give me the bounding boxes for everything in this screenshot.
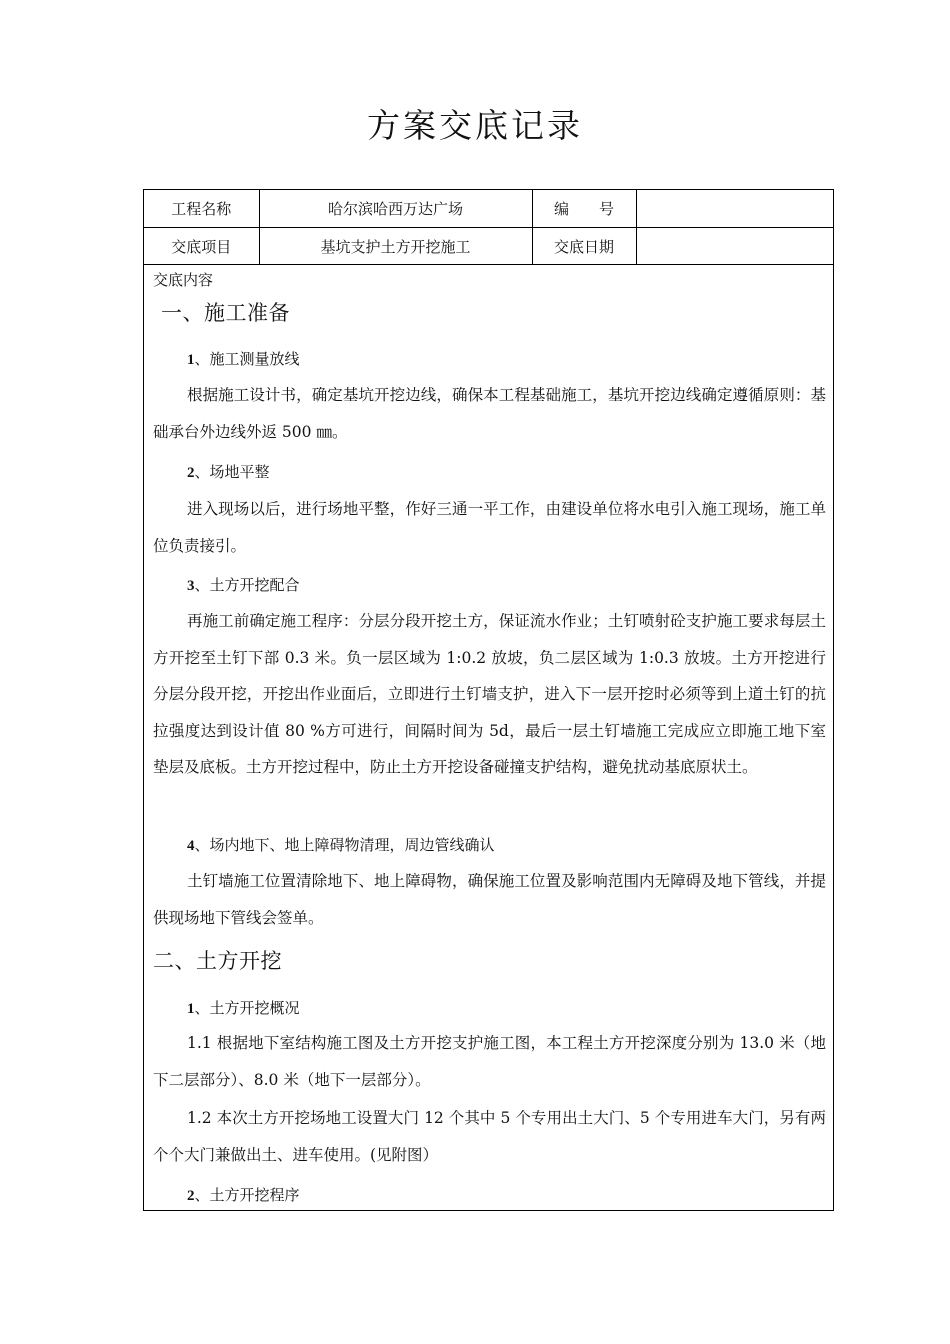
sub-title: 、土方开挖配合 bbox=[194, 576, 300, 594]
sub-title: 、场内地下、地上障碍物清理，周边管线确认 bbox=[194, 836, 495, 854]
item-label: 交底项目 bbox=[144, 228, 259, 265]
section1-para2: 进入现场以后，进行场地平整，作好三通一平工作，由建设单位将水电引入施工现场，施工单位负责接引。 bbox=[153, 500, 826, 555]
header-row-2 bbox=[144, 228, 833, 265]
header-row-1 bbox=[144, 190, 833, 228]
section1-sub1 bbox=[187, 348, 300, 369]
sub-title: 、场地平整 bbox=[194, 463, 270, 481]
number-value bbox=[636, 190, 833, 228]
date-value bbox=[636, 228, 833, 265]
section1-sub2 bbox=[187, 461, 270, 482]
header-table bbox=[144, 190, 833, 265]
item-value: 基坑支护土方开挖施工 bbox=[259, 228, 532, 265]
sub-title: 、土方开挖概况 bbox=[194, 999, 300, 1017]
project-name-value: 哈尔滨哈西万达广场 bbox=[259, 190, 532, 228]
record-form bbox=[143, 189, 834, 1211]
date-label: 交底日期 bbox=[532, 228, 636, 265]
section2-sub2 bbox=[187, 1184, 300, 1205]
section1-sub3 bbox=[187, 574, 300, 595]
section2-heading: 二、土方开挖 bbox=[153, 949, 282, 973]
sub-title: 、土方开挖程序 bbox=[194, 1186, 300, 1204]
document-title: 方案交底记录 bbox=[367, 106, 583, 145]
sub-number: 2 bbox=[187, 465, 195, 481]
content-label: 交底内容 bbox=[153, 271, 214, 289]
number-label: 编 号 bbox=[532, 190, 636, 228]
project-name-label: 工程名称 bbox=[144, 190, 259, 228]
section1-heading: 一、施工准备 bbox=[161, 301, 290, 325]
section1-para1: 根据施工设计书，确定基坑开挖边线，确保本工程基础施工，基坑开挖边线确定遵循原则：基础承台外边线外返 500 ㎜。 bbox=[153, 386, 826, 441]
section2-para1: 1.1 根据地下室结构施工图及土方开挖支护施工图，本工程土方开挖深度分别为 13.0 米（地下二层部分）、8.0 米（地下一层部分）。 bbox=[153, 1034, 826, 1089]
section1-para4: 土钉墙施工位置清除地下、地上障碍物，确保施工位置及影响范围内无障碍及地下管线，并提供现场地下管线会签单。 bbox=[153, 872, 826, 927]
sub-title: 、施工测量放线 bbox=[194, 350, 300, 368]
sub-number: 2 bbox=[187, 1188, 195, 1204]
section2-sub1 bbox=[187, 997, 300, 1018]
sub-number: 3 bbox=[187, 578, 195, 594]
sub-number: 4 bbox=[187, 838, 195, 854]
section1-sub4 bbox=[187, 834, 495, 855]
sub-number: 1 bbox=[187, 352, 195, 368]
section1-para3: 再施工前确定施工程序：分层分段开挖土方，保证流水作业；土钉喷射砼支护施工要求每层土方开挖至土钉下部 0.3 米。负一层区域为 1:0.2 放坡，负二层区域为 1:0.3 放坡。土方开挖进行分层分段开挖，开挖出作业面后，立即进行土钉墙支护，进入下一层开挖时必须等到上道土钉的抗拉强度达到设计值 80 %方可进行，间隔时间为 5d，最后一层土钉墙施工完成应立即施工地下室垫层及底板。土方开挖过程中，防止土方开挖设备碰撞支护结构，避免扰动基底原状土。 bbox=[153, 612, 826, 776]
section2-para2: 1.2 本次土方开挖场地工设置大门 12 个其中 5 个专用出土大门、5 个专用进车大门，另有两个个大门兼做出土、进车使用。(见附图） bbox=[153, 1109, 826, 1164]
sub-number: 1 bbox=[187, 1001, 195, 1017]
